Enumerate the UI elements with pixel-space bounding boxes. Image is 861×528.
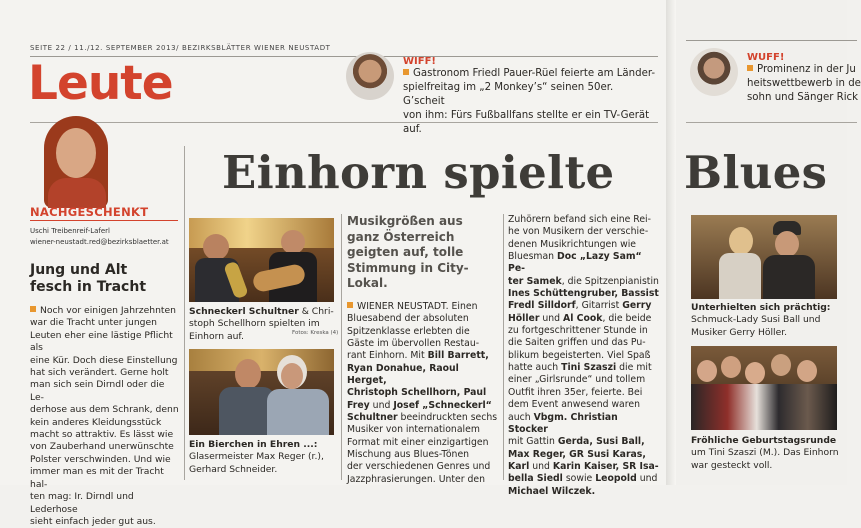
column-text xyxy=(30,305,180,528)
wiff-line: spielfreitag im „2 Monkey’s“ seinen 50er. G’scheit xyxy=(403,82,614,107)
article-line xyxy=(347,449,499,461)
kicker-rule xyxy=(30,220,178,221)
article-name: Höller xyxy=(508,312,540,324)
article-line xyxy=(508,300,660,312)
article-text: der verschiedenen Genres und xyxy=(347,461,491,473)
article-text: Outfit ihren 35er, feierte. Bei xyxy=(508,386,643,398)
caption-title: Fröhliche Geburtstagsrunde xyxy=(691,435,837,446)
lead-line: ganz Österreich xyxy=(347,229,455,244)
article-text: , Gitarrist xyxy=(575,300,623,312)
article-name: Max Reger, GR Susi Karas, xyxy=(508,448,646,460)
article-name: Michael Wilczek. xyxy=(508,485,596,497)
wuff-line: Prominenz in der Ju xyxy=(757,64,856,75)
article-line xyxy=(347,326,499,338)
couple-photo xyxy=(691,215,837,299)
article-text: blikum begeisterten. Viel Spaß xyxy=(508,349,651,361)
adjacent-page xyxy=(676,0,861,485)
article-text: , die Spitzenpianistin xyxy=(561,275,659,287)
article-line xyxy=(347,400,499,412)
column-text-line: ten mag: Ir. Dirndl und Lederhose xyxy=(30,491,134,515)
article-text: einer „Girlsrunde“ und tollem xyxy=(508,374,646,386)
column-text-line: hat sich verändert. Gerne holt xyxy=(30,367,169,379)
article-line xyxy=(347,437,499,449)
article-name: Gerda, Susi Ball, xyxy=(557,436,645,448)
wiff-title: WIFF! xyxy=(403,56,436,67)
article-text: Format mit einer einzigartigen xyxy=(347,436,489,448)
article-text: he von Musikern der verschie- xyxy=(508,226,649,238)
column-text-line: derhose aus dem Schrank, denn xyxy=(30,404,179,416)
wuff-title: WUFF! xyxy=(747,52,785,63)
article-text: Bluesman xyxy=(508,251,558,263)
photo-credit: Fotos: Kreska (4) xyxy=(292,330,339,336)
article-name: Ryan Donahue, Raoul Herget, xyxy=(347,362,459,387)
caption-text: um Tini Szaszi (M.). Das Einhorn xyxy=(691,447,839,459)
article-text: die mit xyxy=(616,362,652,374)
article-name: Josef „Schneckerl“ xyxy=(393,399,492,411)
article-line xyxy=(347,387,499,399)
wiff-text xyxy=(403,67,658,137)
caption-text: Gerhard Schneider. xyxy=(189,463,278,475)
article-text: Bluesabend der absoluten xyxy=(347,313,469,325)
wuff-text xyxy=(747,63,861,105)
sidebar-divider xyxy=(184,146,185,480)
lead-line: Musikgrößen aus xyxy=(347,214,463,228)
article-line xyxy=(508,387,660,399)
article-text: und xyxy=(369,399,394,411)
column-text-line: Noch vor einigen Jahrzehnten xyxy=(40,305,176,316)
column-text-line: eine Kür. Doch diese Einstellung xyxy=(30,354,178,366)
article-column-2 xyxy=(508,214,660,498)
wiff-portrait-photo xyxy=(346,52,394,100)
page-folio: SEITE 22 / 11./12. SEPTEMBER 2013/ BEZIRKSBLÄTTER WIENER NEUSTADT xyxy=(30,44,331,52)
lead-line: geigten auf, tolle xyxy=(347,245,464,259)
article-name: Doc „Lazy Sam“ Pe- xyxy=(508,251,642,275)
article-headline: Einhorn spielte xyxy=(222,146,615,199)
lead-line: Lokal. xyxy=(347,276,388,290)
column-text-line: Polster verschwinden. Und wie xyxy=(30,453,171,465)
article-text: Gäste im übervollen Restau- xyxy=(347,338,480,350)
article-text: auch xyxy=(508,411,534,423)
caption-text: war gesteckt voll. xyxy=(691,459,773,471)
article-line xyxy=(347,424,499,436)
article-name: Fredl Silldorf xyxy=(508,300,576,312)
column-byline xyxy=(30,226,169,248)
article-line xyxy=(508,473,660,485)
article-name: bella Siedl xyxy=(508,473,563,485)
column-text-line: macht so attraktiv. Es lässt wie xyxy=(30,429,174,441)
group-photo xyxy=(691,346,837,430)
article-name: Frey xyxy=(347,399,370,411)
header-divider xyxy=(30,122,658,123)
wuff-line: heitswettbewerb in de xyxy=(747,78,861,89)
article-line xyxy=(508,350,660,362)
article-line xyxy=(347,412,499,424)
article-text: die Saiten griffen und das Pu- xyxy=(508,337,646,349)
article-text: zu fortgeschrittener Stunde in xyxy=(508,325,648,337)
caption-name: Schneckerl Schultner xyxy=(189,306,299,317)
photo-caption xyxy=(189,306,339,343)
article-line xyxy=(508,276,660,288)
bullet-icon xyxy=(403,69,409,75)
article-text: und xyxy=(636,473,658,485)
bullet-icon xyxy=(347,302,353,308)
article-line xyxy=(347,363,499,388)
wuff-line: sohn und Sänger Rick xyxy=(747,92,859,103)
article-text: Zuhörern befand sich eine Rei- xyxy=(508,214,651,225)
guests-photo xyxy=(189,349,334,435)
article-text: denen Musikrichtungen wie xyxy=(508,238,637,250)
article-name: Karl xyxy=(508,460,530,472)
article-line xyxy=(508,374,660,386)
article-line xyxy=(508,399,660,411)
article-line xyxy=(347,461,499,473)
article-column-1 xyxy=(347,301,499,486)
article-line xyxy=(508,362,660,374)
article-headline-continued: Blues xyxy=(684,146,828,199)
article-line xyxy=(347,350,499,362)
article-column-divider xyxy=(503,214,504,480)
article-name: Al Cook xyxy=(563,312,603,324)
section-title: Leute xyxy=(28,56,173,111)
top-rule xyxy=(686,40,857,41)
article-line xyxy=(508,337,660,349)
article-text: hatte auch xyxy=(508,362,562,374)
article-line xyxy=(508,449,660,461)
article-name: Ines Schüttengruber, Bassist xyxy=(508,288,659,300)
caption-title: Unterhielten sich prächtig: xyxy=(691,302,831,313)
caption-text: Einhorn auf. xyxy=(189,330,244,342)
column-text-line: von Zauberhand unerwünschte xyxy=(30,441,174,453)
article-text: rant Einhorn. Mit xyxy=(347,350,428,362)
photo-caption xyxy=(691,302,847,339)
article-line xyxy=(508,214,660,226)
column-headline xyxy=(30,262,146,296)
article-name: ter Samek xyxy=(508,275,562,287)
article-line xyxy=(347,338,499,350)
caption-text: Schmuck-Lady Susi Ball und xyxy=(691,314,821,326)
column-headline-line: fesch in Tracht xyxy=(30,279,147,295)
article-line xyxy=(347,474,499,486)
caption-text: stoph Schellhorn spielten im xyxy=(189,318,320,330)
article-text: sowie xyxy=(562,473,596,485)
caption-text: Musiker Gerry Höller. xyxy=(691,326,788,338)
caption-text: Glasermeister Max Reger (r.), xyxy=(189,451,324,463)
wiff-line: von ihm: Fürs Fußballfans stellte er ein TV-Gerät auf. xyxy=(403,110,650,135)
column-text-line: war die Tracht unter jungen xyxy=(30,317,157,329)
column-headline-line: Jung und Alt xyxy=(30,262,128,278)
article-line xyxy=(347,313,499,325)
article-line xyxy=(508,436,660,448)
byline-email[interactable]: wiener-neustadt.red@bezirksblaetter.at xyxy=(30,238,169,246)
article-line xyxy=(508,288,660,300)
column-kicker: NACHGESCHENKT xyxy=(30,205,149,219)
byline-name: Uschi Treibenreif-Laferl xyxy=(30,227,111,235)
page-gutter xyxy=(666,0,676,485)
article-text: Musiker von internationalem xyxy=(347,424,480,436)
column-text-line: immer man es mit der Tracht hal- xyxy=(30,466,164,490)
article-line xyxy=(508,226,660,238)
article-text: , die beide xyxy=(602,312,652,324)
article-text: und xyxy=(539,312,564,324)
article-name: Karin Kaiser, SR Isa- xyxy=(552,460,659,472)
column-text-line: sieht einfach jeder gut aus. xyxy=(30,515,156,527)
article-name: Gerry xyxy=(622,300,652,312)
header-divider xyxy=(686,122,857,123)
author-portrait-photo xyxy=(30,112,122,204)
article-name: Leopold xyxy=(595,473,637,485)
article-name: Vbgm. Christian Stocker xyxy=(508,411,618,435)
article-line xyxy=(508,412,660,437)
article-text: Jazzphrasierungen. Unter den xyxy=(347,473,486,485)
column-text-line: Leuten eher eine lästige Pflicht als xyxy=(30,329,173,354)
caption-text: & Chri- xyxy=(298,306,334,317)
photo-caption xyxy=(691,435,847,472)
wiff-line: Gastronom Friedl Pauer-Rüel feierte am Länder- xyxy=(413,68,656,79)
article-text: und xyxy=(529,460,553,472)
article-name: Christoph Schellhorn, Paul xyxy=(347,387,487,399)
article-line xyxy=(508,313,660,325)
article-text: mit Gattin xyxy=(508,436,558,448)
bullet-icon xyxy=(30,306,36,312)
article-name: Tini Szaszi xyxy=(561,362,617,374)
band-photo xyxy=(189,218,334,302)
article-line xyxy=(508,251,660,276)
article-name: Schultner xyxy=(347,412,398,424)
article-text: Mischung aus Blues-Tönen xyxy=(347,449,470,461)
photo-caption xyxy=(189,439,339,476)
photo-column-divider xyxy=(341,214,342,480)
bullet-icon xyxy=(747,65,753,71)
lead-line: Stimmung in City- xyxy=(347,260,469,275)
column-text-line: kein anderes Kleidungsstück xyxy=(30,416,162,428)
article-name: Bill Barrett, xyxy=(427,350,489,362)
article-lead xyxy=(347,214,499,292)
article-text: dem Event anwesend waren xyxy=(508,399,640,411)
article-text: Spitzenklasse erlebten die xyxy=(347,325,470,337)
article-line xyxy=(508,239,660,251)
column-text-line: man sich sein Dirndl oder die Le- xyxy=(30,379,165,403)
wuff-portrait-photo xyxy=(690,48,738,96)
article-text: WIENER NEUSTADT. Einen xyxy=(357,301,478,312)
article-line xyxy=(508,486,660,498)
caption-title: Ein Bierchen in Ehren ...: xyxy=(189,439,318,450)
article-line xyxy=(508,461,660,473)
article-line xyxy=(508,325,660,337)
article-text: beeindruckten sechs xyxy=(397,412,498,424)
article-line xyxy=(347,301,499,313)
